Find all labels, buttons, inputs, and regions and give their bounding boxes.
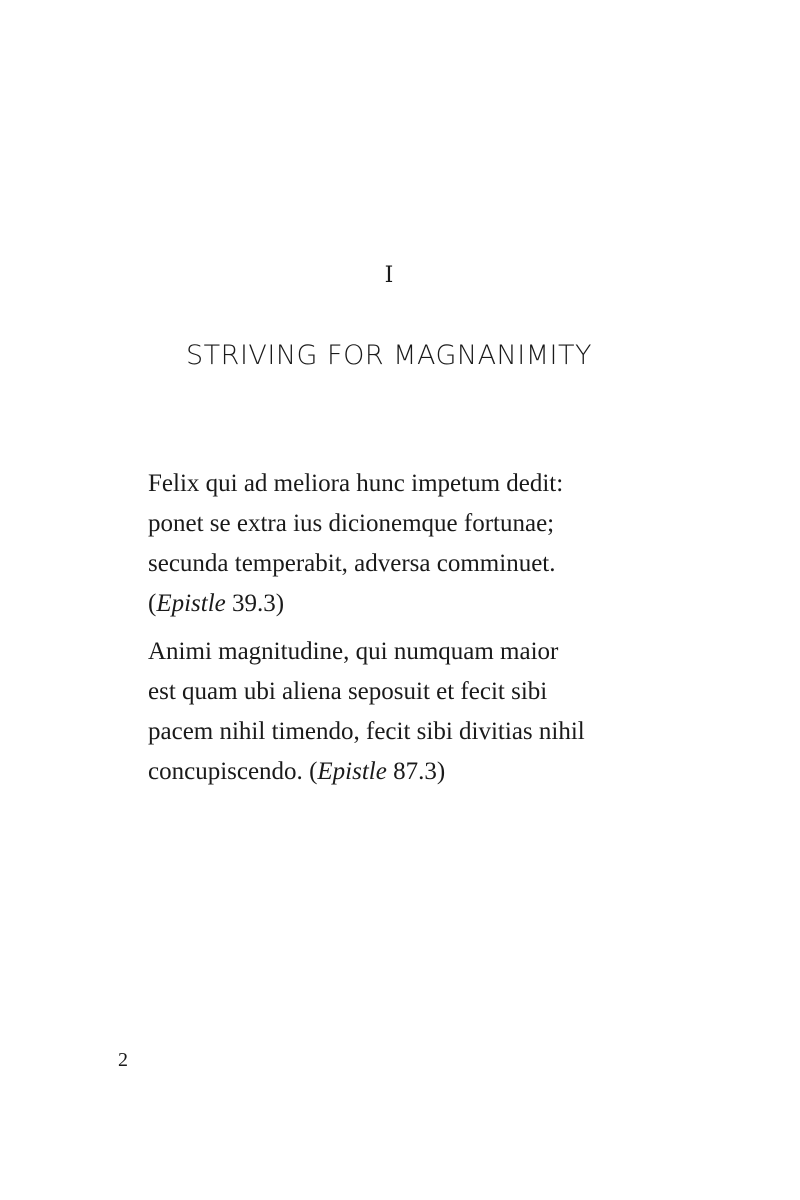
passage-line: est quam ubi aliena seposuit et fecit sibi: [148, 678, 548, 705]
passage-2: [148, 632, 648, 792]
passage-line: pacem nihil timendo, fecit sibi divitias nihil: [148, 718, 585, 745]
citation-prefix: (: [309, 758, 318, 785]
page-number: 2: [118, 1049, 128, 1071]
citation-prefix: (: [148, 590, 157, 617]
citation-ref: 87.3): [386, 758, 446, 785]
chapter-title: STRIVING FOR MAGNANIMITY: [186, 340, 592, 371]
passage-line: Animi magnitudine, qui numquam maior: [148, 638, 559, 665]
passage-line: Felix qui ad meliora hunc impetum dedit:: [148, 470, 564, 497]
citation-ref: 39.3): [225, 590, 285, 617]
citation-work: Epistle: [317, 758, 387, 785]
citation-line: [148, 752, 648, 792]
passage-block: [148, 464, 648, 800]
chapter-number: I: [384, 263, 394, 288]
passage-1: [148, 464, 648, 624]
passage-line: secunda temperabit, adversa comminuet.: [148, 550, 556, 577]
passage-line: concupiscendo.: [148, 758, 310, 785]
passage-line: ponet se extra ius dicionemque fortunae;: [148, 510, 555, 537]
citation-work: Epistle: [156, 590, 226, 617]
citation-line: [148, 584, 648, 624]
